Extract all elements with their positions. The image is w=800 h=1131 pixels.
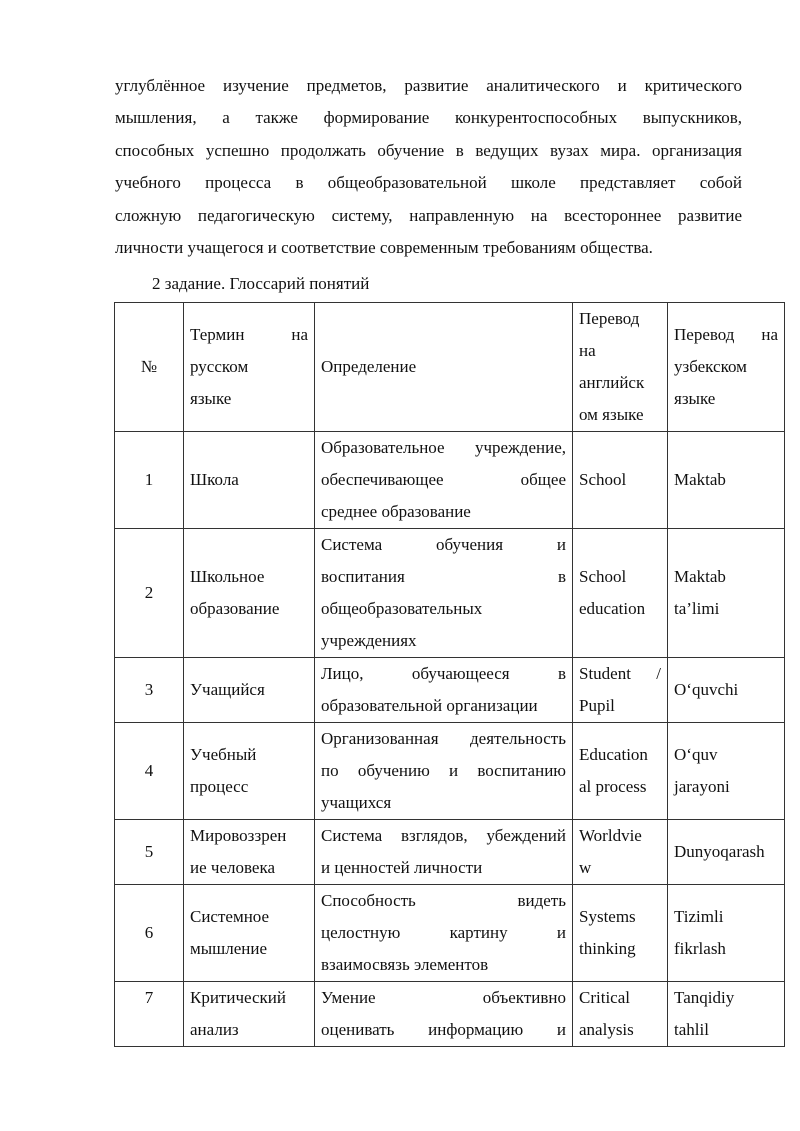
- term-line: Учащийся: [190, 680, 265, 699]
- english-line: thinking: [579, 939, 636, 958]
- header-english-line: на: [579, 341, 596, 360]
- uzbek-line: ta’limi: [674, 599, 720, 618]
- row-uzbek: [668, 820, 785, 885]
- definition-line: Образовательное учреждение,: [321, 438, 566, 457]
- table-row: [115, 982, 785, 1047]
- row-definition: [315, 529, 573, 658]
- row-number: 6: [115, 885, 184, 982]
- row-term: [184, 982, 315, 1047]
- term-line: процесс: [190, 777, 249, 796]
- header-english-line: английск: [579, 373, 645, 392]
- term-line: Системное: [190, 907, 270, 926]
- english-line: Pupil: [579, 696, 615, 715]
- uzbek-line: Maktab: [674, 470, 726, 489]
- header-uzbek: [668, 303, 785, 432]
- uzbek-line: jarayoni: [674, 777, 730, 796]
- definition-line: Умение объективно: [321, 988, 566, 1007]
- paragraph-line: личности учащегося и соответствие современным требованиям общества.: [115, 238, 653, 258]
- definition-line: Система обучения и: [321, 535, 566, 554]
- english-line: Worldvie: [579, 826, 642, 845]
- uzbek-line: O‘quv: [674, 745, 718, 764]
- row-uzbek: [668, 529, 785, 658]
- row-uzbek: [668, 885, 785, 982]
- row-term: [184, 529, 315, 658]
- table-row: [115, 820, 785, 885]
- english-line: Critical: [579, 988, 630, 1007]
- row-term: [184, 820, 315, 885]
- header-english-line: Перевод: [579, 309, 640, 328]
- table-row: [115, 529, 785, 658]
- row-definition: [315, 820, 573, 885]
- section-heading: 2 задание. Глоссарий понятий: [152, 274, 370, 293]
- row-uzbek: [668, 432, 785, 529]
- header-definition: Определение: [315, 303, 573, 432]
- header-term: [184, 303, 315, 432]
- definition-line: воспитания в: [321, 567, 566, 586]
- row-uzbek: [668, 982, 785, 1047]
- header-term-line: русском: [190, 357, 249, 376]
- definition-line: учреждениях: [321, 631, 417, 650]
- row-number: 7: [115, 982, 184, 1047]
- row-definition: [315, 885, 573, 982]
- header-term-line: Термин на: [190, 325, 308, 344]
- table-row: [115, 723, 785, 820]
- table-row: [115, 432, 785, 529]
- header-uzbek-line: Перевод на: [674, 325, 778, 344]
- row-number: 2: [115, 529, 184, 658]
- paragraph-line: сложную педагогическую систему, направленную на всестороннее развитие: [115, 205, 742, 225]
- uzbek-line: O‘quvchi: [674, 680, 739, 699]
- definition-line: и ценностей личности: [321, 858, 483, 877]
- term-line: Школа: [190, 470, 239, 489]
- english-line: analysis: [579, 1020, 634, 1039]
- term-line: образование: [190, 599, 280, 618]
- term-line: ие человека: [190, 858, 275, 877]
- row-definition: [315, 432, 573, 529]
- definition-line: целостную картину и: [321, 923, 566, 942]
- header-number: №: [115, 303, 184, 432]
- row-definition: [315, 658, 573, 723]
- english-line: School: [579, 470, 627, 489]
- header-english-line: ом языке: [579, 405, 644, 424]
- uzbek-line: Dunyoqarash: [674, 842, 765, 861]
- definition-line: Организованная деятельность: [321, 729, 566, 748]
- english-line: Education: [579, 745, 648, 764]
- glossary-table: [114, 302, 785, 1047]
- body-paragraph: [115, 70, 742, 264]
- row-definition: [315, 982, 573, 1047]
- row-term: [184, 885, 315, 982]
- term-line: анализ: [190, 1020, 239, 1039]
- table-row: [115, 885, 785, 982]
- row-definition: [315, 723, 573, 820]
- table-header-row: [115, 303, 785, 432]
- uzbek-line: Tizimli: [674, 907, 724, 926]
- row-term: [184, 432, 315, 529]
- paragraph-line: мышления, а также формирование конкурентоспособных выпускников,: [115, 108, 742, 128]
- row-english: [573, 723, 668, 820]
- term-line: Мировоззрен: [190, 826, 287, 845]
- definition-line: Лицо, обучающееся в: [321, 664, 566, 683]
- row-uzbek: [668, 658, 785, 723]
- row-number: 4: [115, 723, 184, 820]
- row-number: 1: [115, 432, 184, 529]
- definition-line: общеобразовательных: [321, 599, 483, 618]
- row-english: [573, 820, 668, 885]
- uzbek-line: fikrlash: [674, 939, 726, 958]
- header-english: [573, 303, 668, 432]
- row-english: [573, 529, 668, 658]
- definition-line: образовательной организации: [321, 696, 538, 715]
- term-line: мышление: [190, 939, 268, 958]
- english-line: al process: [579, 777, 647, 796]
- term-line: Учебный: [190, 745, 257, 764]
- definition-line: оценивать информацию и: [321, 1020, 566, 1039]
- term-line: Критический: [190, 988, 286, 1007]
- row-number: 3: [115, 658, 184, 723]
- row-number: 5: [115, 820, 184, 885]
- term-line: Школьное: [190, 567, 265, 586]
- row-english: [573, 432, 668, 529]
- row-term: [184, 723, 315, 820]
- english-line: w: [579, 858, 592, 877]
- english-line: education: [579, 599, 646, 618]
- uzbek-line: Tanqidiy: [674, 988, 735, 1007]
- row-english: [573, 885, 668, 982]
- paragraph-line: углублённое изучение предметов, развитие аналитического и критического: [115, 76, 742, 95]
- row-english: [573, 982, 668, 1047]
- uzbek-line: tahlil: [674, 1020, 709, 1039]
- row-uzbek: [668, 723, 785, 820]
- definition-line: учащихся: [321, 793, 392, 812]
- definition-line: среднее образование: [321, 502, 471, 521]
- paragraph-line: способных успешно продолжать обучение в ведущих вузах мира. организация: [115, 140, 742, 160]
- definition-line: Система взглядов, убеждений: [321, 826, 566, 845]
- definition-line: обеспечивающее общее: [321, 470, 566, 489]
- header-uzbek-line: узбекском: [674, 357, 747, 376]
- table-row: [115, 658, 785, 723]
- header-term-line: языке: [190, 389, 232, 408]
- row-term: [184, 658, 315, 723]
- row-english: [573, 658, 668, 723]
- definition-line: Способность видеть: [321, 891, 566, 910]
- header-uzbek-line: языке: [674, 389, 716, 408]
- definition-line: взаимосвязь элементов: [321, 955, 489, 974]
- definition-line: по обучению и воспитанию: [321, 761, 566, 780]
- paragraph-line: учебного процесса в общеобразовательной школе представляет собой: [115, 173, 742, 193]
- english-line: School: [579, 567, 627, 586]
- uzbek-line: Maktab: [674, 567, 726, 586]
- english-line: Student /: [579, 664, 661, 683]
- english-line: Systems: [579, 907, 636, 926]
